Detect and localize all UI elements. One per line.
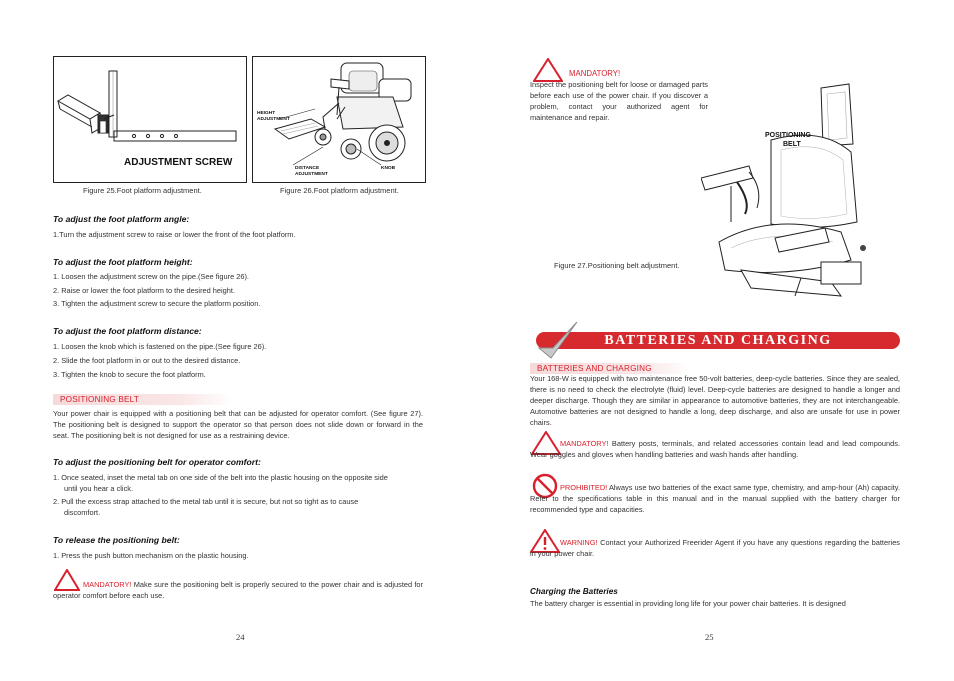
height-step-2: 2. Raise or lower the foot platform to the desired height.: [53, 286, 235, 295]
angle-heading: To adjust the foot platform angle:: [53, 214, 190, 224]
chair-diagram: [701, 82, 881, 302]
mandatory-left-text: Make sure the positioning belt is properly secured to the power chair and is adjusted for operator comfort before each use.: [53, 580, 423, 600]
prohibited: [530, 482, 900, 515]
height-step-3: 3. Tighten the adjustment screw to secure the platform position.: [53, 299, 261, 308]
adjustment-screw-label: ADJUSTMENT SCREW: [124, 157, 233, 168]
charging-heading: Charging the Batteries: [530, 587, 618, 596]
belt-adjust-step-2: 2. Pull the excess strap attached to the metal tab until it is secure, but not so tight as to cause: [53, 497, 359, 506]
figure-26-caption: Figure 26.Foot platform adjustment.: [280, 186, 399, 195]
belt-release-step-1: 1. Press the push button mechanism on the plastic housing.: [53, 551, 249, 560]
belt-adjust-step-1-cont: until you hear a click.: [64, 484, 134, 493]
belt-adjust-step-1: 1. Once seated, inset the metal tab on one side of the belt into the plastic housing on the opposite side: [53, 473, 388, 482]
mandatory-right: [530, 438, 900, 460]
angle-step-1: 1.Turn the adjustment screw to raise or lower the front of the foot platform.: [53, 230, 296, 239]
positioning-label: POSITIONING: [765, 132, 811, 139]
mandatory-left: [53, 579, 423, 601]
mandatory-top-text: Inspect the positioning belt for loose or damaged parts before each use of the power chair. If you discover a problem, contact your authorized agent for maintenance and repair.: [530, 80, 708, 122]
warning-text: Contact your Authorized Freerider Agent if you have any questions regarding the batteries in your power chair.: [530, 538, 900, 558]
height-step-1: 1. Loosen the adjustment screw on the pipe.(See figure 26).: [53, 272, 249, 281]
page-number-right: 25: [705, 632, 714, 642]
belt-adjust-step-2-cont: discomfort.: [64, 508, 101, 517]
figure-26: [252, 56, 426, 183]
warning-label: WARNING!: [560, 538, 598, 547]
section-title: BATTERIES AND CHARGING: [604, 333, 832, 348]
knob-label: KNOB: [381, 166, 396, 171]
distance-step-2: 2. Slide the foot platform in or out to the desired distance.: [53, 356, 241, 365]
prohibited-text: Always use two batteries of the exact same type, chemistry, and amp-hour (Ah) capacity. Refer to the specifications table in this manual and in the manual supplied with the battery charger for recommended type and capacities.: [530, 483, 900, 514]
distance-heading: To adjust the foot platform distance:: [53, 326, 202, 336]
positioning-belt-band: [53, 394, 233, 405]
height-label: HEIGHT: [257, 111, 276, 116]
positioning-belt-title: POSITIONING BELT: [60, 395, 140, 404]
charging-text: The battery charger is essential in providing long life for your power chair batteries. It is designed: [530, 599, 846, 608]
belt-label: BELT: [783, 141, 801, 148]
prohibited-label: PROHIBITED!: [560, 483, 608, 492]
height-heading: To adjust the foot platform height:: [53, 257, 193, 267]
mandatory-left-label: MANDATORY!: [83, 580, 132, 589]
positioning-belt-body: Your power chair is equipped with a positioning belt that can be adjusted for operator comfort. (See figure 27). The positioning belt is designed to support the operator so that person does not slide down or forward in the seat. The positioning belt is not designed for use as a restraining device.: [53, 409, 423, 440]
figure-25: [53, 56, 247, 183]
mandatory-right-label: MANDATORY!: [560, 439, 609, 448]
mandatory-right-text: Battery posts, terminals, and related accessories contain lead and lead compounds. Wear goggles and gloves when handling batteries and wash hands after handling.: [530, 439, 900, 459]
batteries-subtitle: BATTERIES AND CHARGING: [537, 364, 652, 373]
mandatory-top-label: MANDATORY!: [569, 69, 621, 78]
power-chair-diagram: [253, 57, 425, 182]
belt-adjust-heading: To adjust the positioning belt for operator comfort:: [53, 457, 261, 467]
page-number-left: 24: [236, 632, 245, 642]
height-adjustment-label: ADJUSTMENT: [257, 117, 290, 122]
belt-release-heading: To release the positioning belt:: [53, 535, 180, 545]
distance-step-3: 3. Tighten the knob to secure the foot platform.: [53, 370, 206, 379]
distance-adjustment-label: ADJUSTMENT: [295, 172, 328, 177]
warning: [530, 537, 900, 559]
batteries-intro: Your 168-W is equipped with two maintenance free 50-volt batteries, deep-cycle batteries. Since they are sealed, there is no need to check the electrolyte (fluid) level. Deep-cycle batteries are designed to handle a longer and deeper discharge. Though they are similar in appearance to automotive batteries, they are not interchangeable. Automotive batteries are not designed to handle a long, deep discharge, and also are unsafe for use in power chairs.: [530, 374, 900, 427]
distance-label: DISTANCE: [295, 166, 320, 171]
figure-25-caption: Figure 25.Foot platform adjustment.: [83, 186, 202, 195]
foot-platform-diagram: [54, 57, 246, 182]
distance-step-1: 1. Loosen the knob which is fastened on the pipe.(See figure 26).: [53, 342, 267, 351]
right-page: [477, 0, 954, 681]
figure-27-caption: Figure 27.Positioning belt adjustment.: [554, 261, 680, 270]
